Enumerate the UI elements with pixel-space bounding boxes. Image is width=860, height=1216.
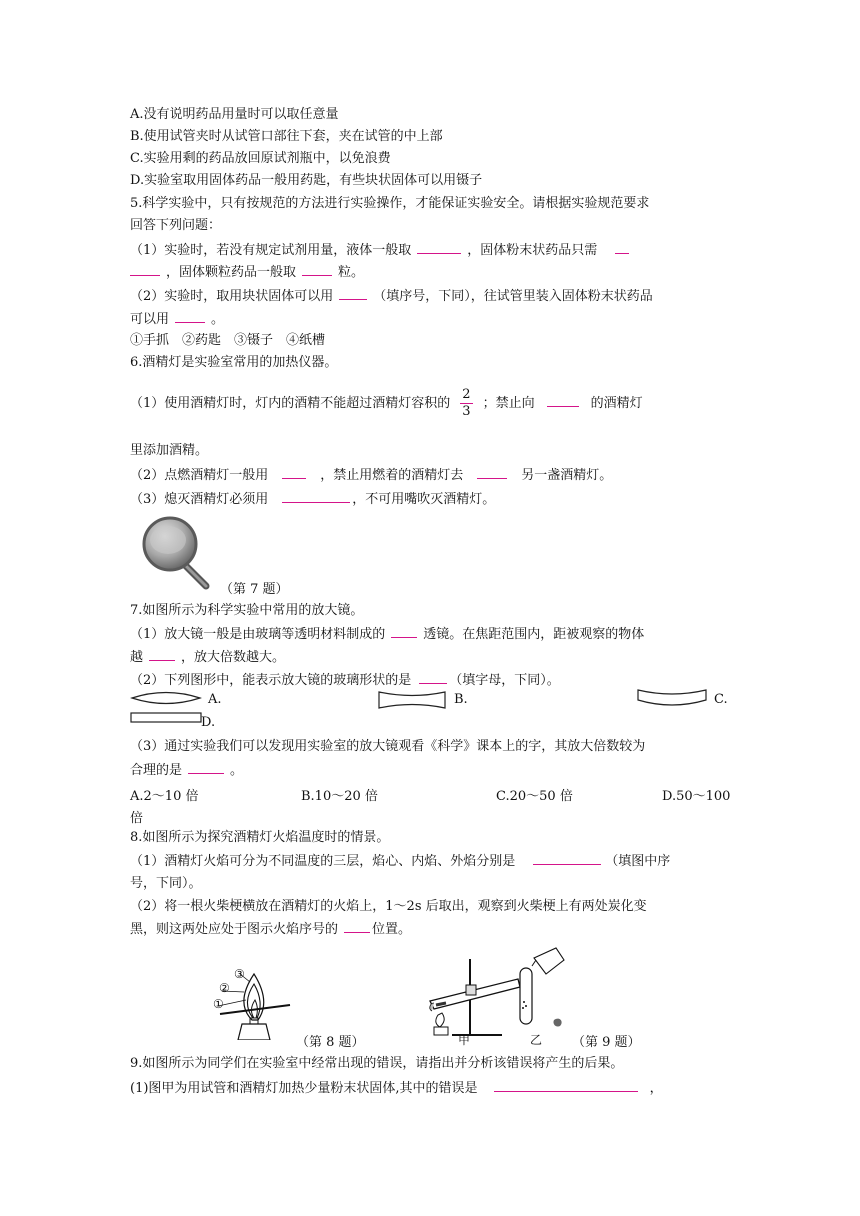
q5-part1 xyxy=(130,241,635,260)
q7-part3-cont xyxy=(130,761,243,780)
q5-p2-text-b: （填序号，下同），往试管里装入固体粉末状药品 xyxy=(373,289,653,304)
answer-blank[interactable] xyxy=(417,241,461,254)
q5-p2-text-a: （2）实验时，取用块状固体可以用 xyxy=(130,289,334,304)
q6-p1-text-a: （1）使用酒精灯时，灯内的酒精不能超过酒精灯容积的 xyxy=(130,396,451,411)
lens-shape-a xyxy=(130,689,202,707)
q7-p3-text-c: 。 xyxy=(230,763,244,778)
flame-label-3: ③ xyxy=(234,967,245,981)
option-a: A.没有说明药品用量时可以取任意量 xyxy=(130,107,339,122)
choice-b: B.10～20 倍 xyxy=(301,789,378,804)
shape-label-a: A. xyxy=(208,692,222,707)
flame-label-2: ② xyxy=(219,981,230,995)
lens-shape-b xyxy=(377,690,447,710)
answer-blank[interactable] xyxy=(419,671,447,684)
q6-p2-text-c: 另一盏酒精灯。 xyxy=(521,468,613,483)
q7-p1-text-c: 越 xyxy=(130,650,144,665)
test-tube-pouring-figure xyxy=(512,946,572,1036)
answer-blank[interactable] xyxy=(533,852,601,865)
q5-p2-text-d: 。 xyxy=(211,312,225,327)
shape-label-d: D. xyxy=(201,715,216,730)
q5-p1-text-c: ，固体颗粒药品一般取 xyxy=(166,265,297,280)
option-b: B.使用试管夹时从试管口部往下套，夹在试管的中上部 xyxy=(130,129,443,144)
q9-part1 xyxy=(130,1079,663,1098)
q5-part2-cont xyxy=(130,310,224,329)
q7-part3: （3）通过实验我们可以发现用实验室的放大镜观看《科学》课本上的字，其放大倍数较为 xyxy=(130,739,646,754)
flame-label-1: ① xyxy=(213,997,224,1011)
q5-line1: 5.科学实验中，只有按规范的方法进行实验操作，才能保证实验安全。请根据实验规范要求 xyxy=(130,196,650,211)
option-c: C.实验用剩的药品放回原试剂瓶中，以免浪费 xyxy=(130,151,391,166)
q5-part2 xyxy=(130,287,653,306)
q7-part1-cont xyxy=(130,648,285,667)
q8-part2-cont xyxy=(130,920,411,939)
fig9-label-yi: 乙 xyxy=(530,1033,543,1047)
q7-title: 7.如图所示为科学实验中常用的放大镜。 xyxy=(130,603,364,618)
answer-blank[interactable] xyxy=(282,466,306,479)
q9-p1-text-a: (1)图甲为用试管和酒精灯加热少量粉末状固体,其中的错误是 xyxy=(130,1081,478,1096)
fig9-label-jia: 甲 xyxy=(458,1033,471,1047)
fig8-caption: （第 8 题） xyxy=(296,1035,365,1050)
q5-p2-text-c: 可以用 xyxy=(130,312,170,327)
answer-blank[interactable] xyxy=(339,287,367,300)
q7-p3-text-b: 合理的是 xyxy=(130,763,183,778)
q7-p1-text-d: ，放大倍数越大。 xyxy=(181,650,286,665)
q8-part2: （2）将一根火柴梗横放在酒精灯的火焰上，1～2s 后取出，观察到火柴梗上有两处炭化变 xyxy=(130,899,647,914)
q8-p1-text-a: （1）酒精灯火焰可分为不同温度的三层，焰心、内焰、外焰分别是 xyxy=(130,854,516,869)
lens-shape-c xyxy=(636,688,708,710)
answer-blank[interactable] xyxy=(188,761,224,774)
fraction xyxy=(460,387,472,420)
answer-blank[interactable] xyxy=(494,1079,638,1092)
q5-line2: 回答下列问题： xyxy=(130,218,222,233)
q6-p3-text-b: ，不可用嘴吹灭酒精灯。 xyxy=(352,492,496,507)
q6-p2-text-a: （2）点燃酒精灯一般用 xyxy=(130,468,269,483)
q8-p1-text-b: （填图中序 xyxy=(605,854,671,869)
q6-part1-cont: 里添加酒精。 xyxy=(130,443,209,458)
fraction-numerator: 2 xyxy=(462,387,471,402)
q7-p2-text-a: （2）下列图形中，能表示放大镜的玻璃形状的是 xyxy=(130,673,412,688)
q7-p1-text-a: （1）放大镜一般是由玻璃等透明材料制成的 xyxy=(130,627,386,642)
answer-blank[interactable] xyxy=(391,625,417,638)
fig7-caption: （第 7 题） xyxy=(220,582,289,597)
q9-title: 9.如图所示为同学们在实验室中经常出现的错误，请指出并分析该错误将产生的后果。 xyxy=(130,1056,624,1071)
q7-part2 xyxy=(130,671,560,690)
choice-d: D.50～100 xyxy=(662,789,731,804)
shape-label-b: B. xyxy=(454,692,468,707)
q6-title: 6.酒精灯是实验室常用的加热仪器。 xyxy=(130,355,338,370)
choice-a: A.2～10 倍 xyxy=(130,789,199,804)
option-d: D.实验室取用固体药品一般用药匙，有些块状固体可以用镊子 xyxy=(130,173,483,188)
q7-part1 xyxy=(130,625,644,644)
choice-d-cont: 倍 xyxy=(130,811,144,826)
q6-p3-text-a: （3）熄灭酒精灯必须用 xyxy=(130,492,269,507)
q5-p1-text-d: 粒。 xyxy=(338,265,365,280)
q7-p1-text-b: 透镜。在焦距范围内，距被观察的物体 xyxy=(423,627,645,642)
q5-part1-cont xyxy=(130,263,364,282)
q8-p2-text-b: 黑，则这两处应处于图示火焰序号的 xyxy=(130,922,339,937)
alcohol-lamp-figure xyxy=(212,960,292,1040)
q6-p1-text-b: ；禁止向 xyxy=(482,396,535,411)
answer-blank[interactable] xyxy=(344,920,370,933)
answer-blank[interactable] xyxy=(302,263,332,276)
q6-p1-text-c: 的酒精灯 xyxy=(590,396,643,411)
answer-blank[interactable] xyxy=(130,263,160,276)
q5-options: ①手抓 ②药匙 ③镊子 ④纸槽 xyxy=(130,333,326,348)
q8-part1 xyxy=(130,852,670,871)
q6-part1 xyxy=(130,384,643,424)
q8-p2-text-c: 位置。 xyxy=(372,922,412,937)
q5-p1-text-a: （1）实验时，若没有规定试剂用量，液体一般取 xyxy=(130,243,412,258)
answer-blank[interactable] xyxy=(282,490,350,503)
q6-p2-text-b: ，禁止用燃着的酒精灯去 xyxy=(320,468,464,483)
answer-blank[interactable] xyxy=(547,394,579,407)
q8-part1-cont: 号，下同）。 xyxy=(130,876,202,891)
q9-p1-text-b: ， xyxy=(649,1081,663,1096)
choice-c: C.20～50 倍 xyxy=(496,789,573,804)
q5-p1-text-b: ，固体粉末状药品只需 xyxy=(467,243,598,258)
q8-title: 8.如图所示为探究酒精灯火焰温度时的情景。 xyxy=(130,830,390,845)
fig9-caption: （第 9 题） xyxy=(572,1035,641,1050)
lens-shape-d xyxy=(130,711,204,725)
answer-blank[interactable] xyxy=(477,466,507,479)
fraction-denominator: 3 xyxy=(462,404,471,419)
magnifier-figure xyxy=(140,512,220,592)
answer-blank[interactable] xyxy=(615,241,629,254)
shape-label-c: C. xyxy=(714,692,728,707)
answer-blank[interactable] xyxy=(149,648,175,661)
answer-blank[interactable] xyxy=(175,310,205,323)
q7-p2-text-b: （填字母，下同）。 xyxy=(449,673,560,688)
q6-part3 xyxy=(130,490,495,509)
q6-part2 xyxy=(130,466,612,485)
